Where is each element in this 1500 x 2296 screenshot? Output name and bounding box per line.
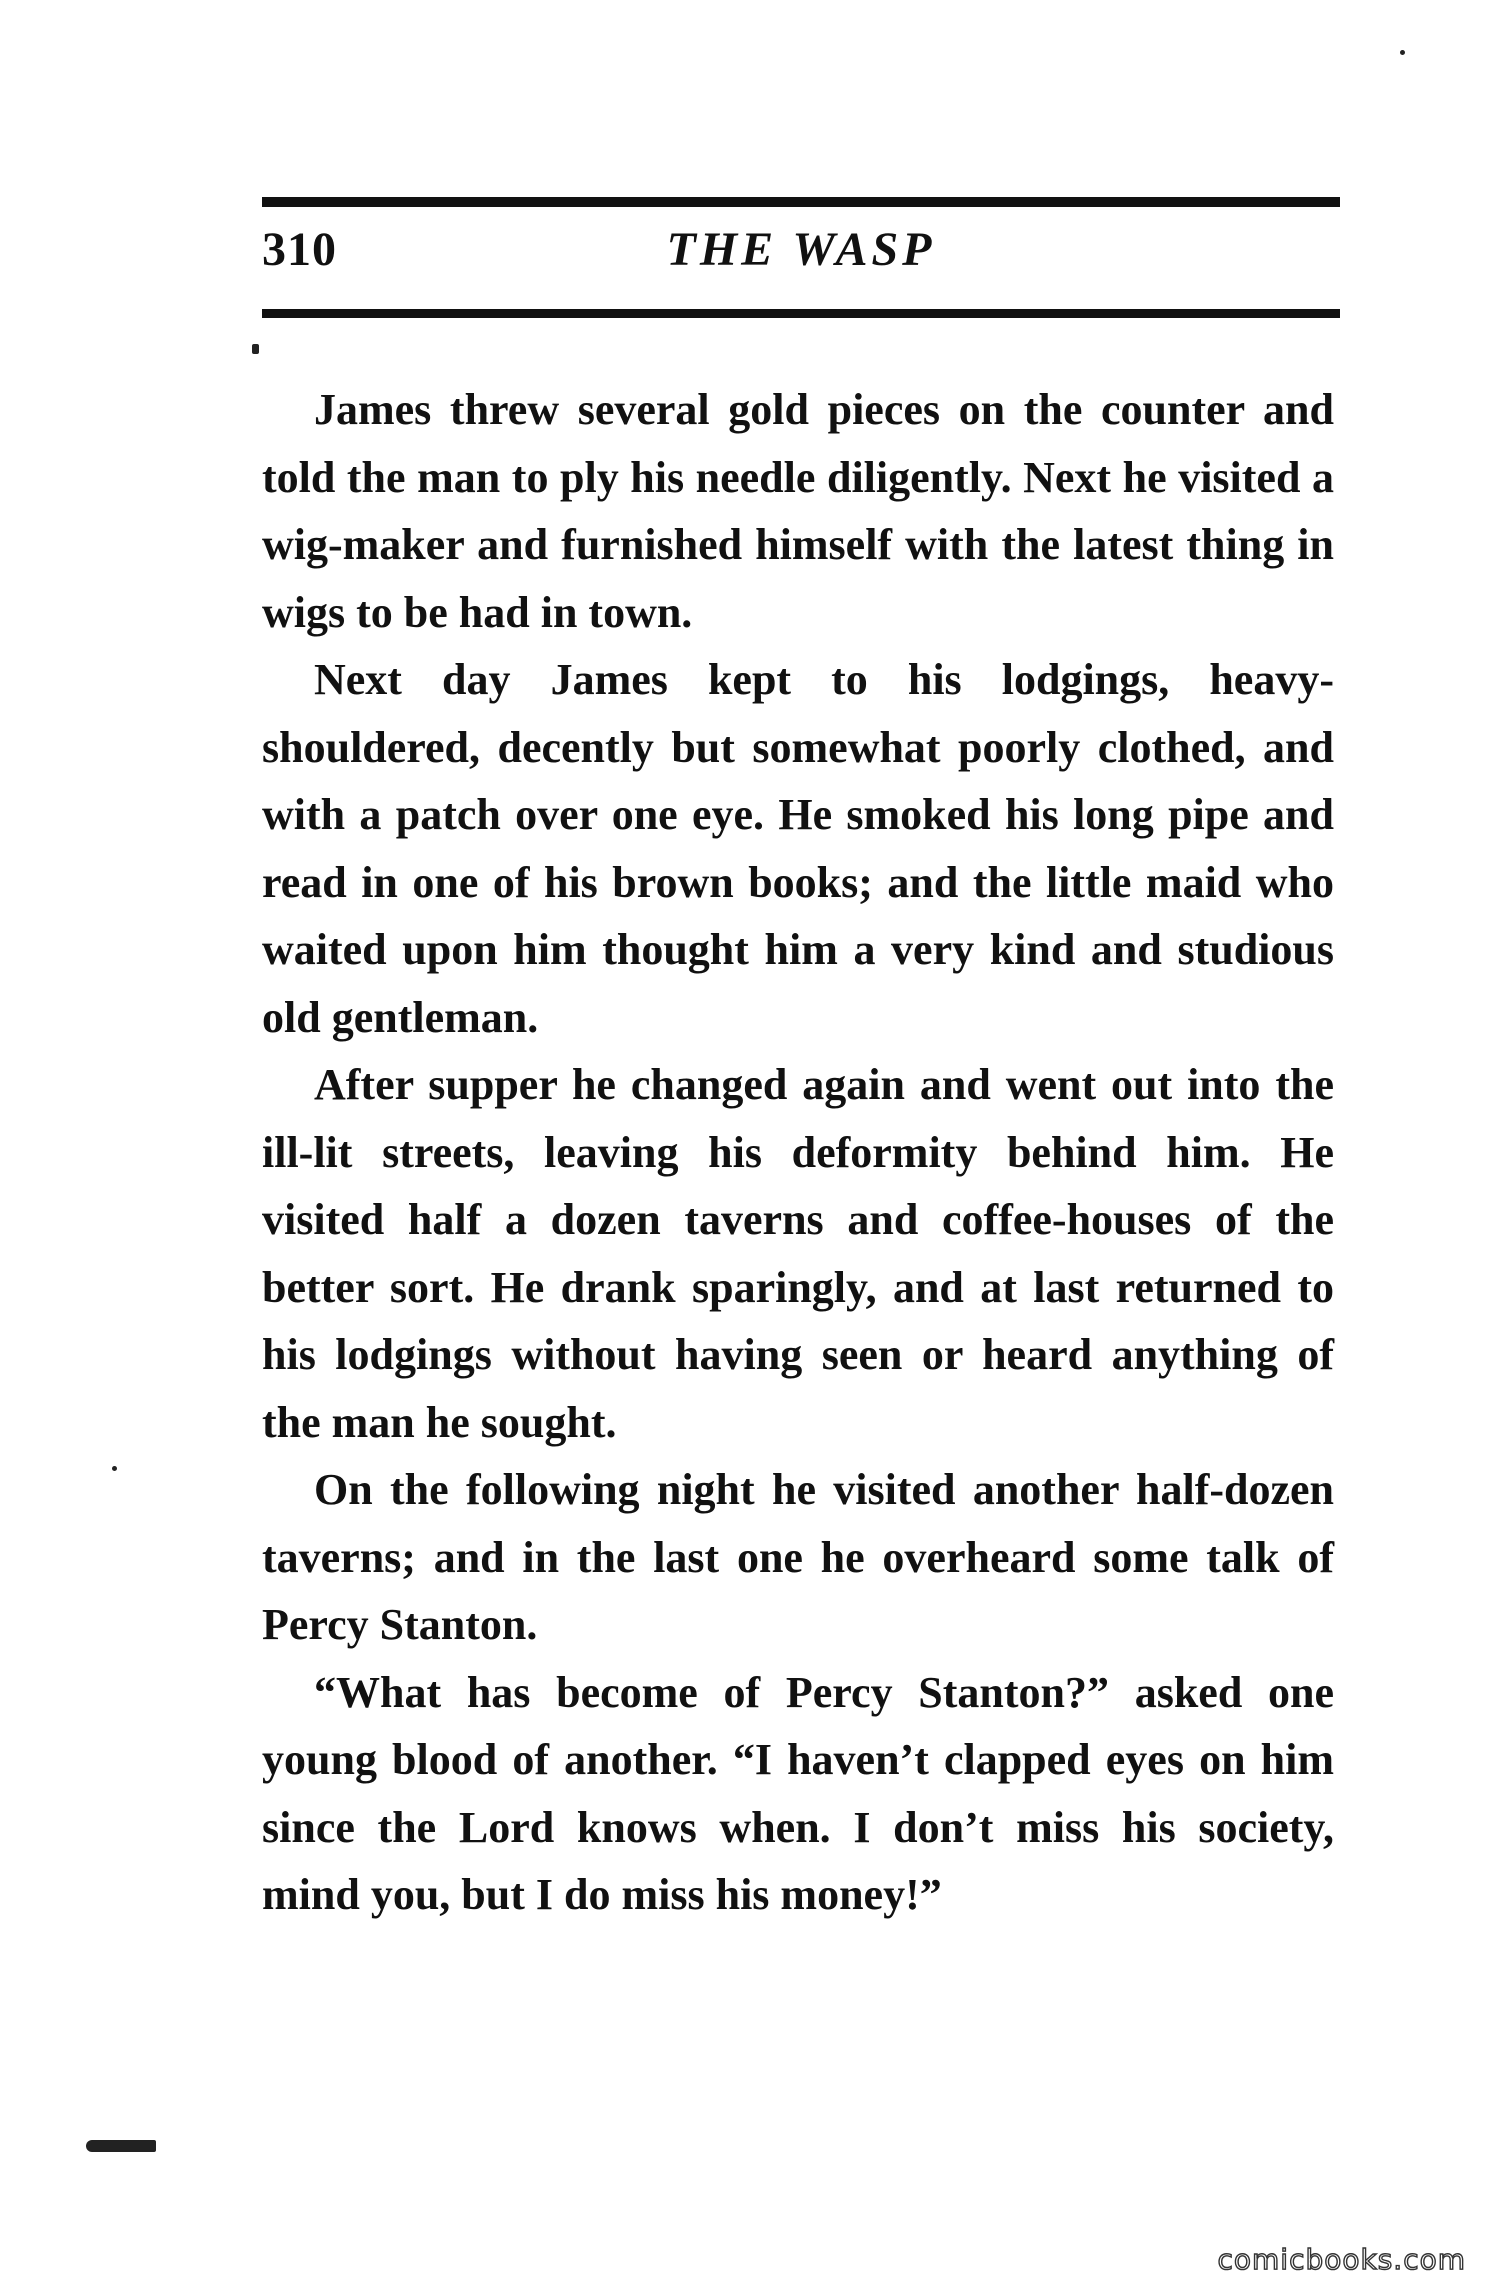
watermark: comicbooks.com	[1217, 2243, 1466, 2276]
paragraph: Next day James kept to his lodgings, heavy-shouldered, decently but somewhat poorly clothed, and with a patch over one eye. He smoked his long pipe and read in one of his brown books; and the little maid who waited upon him thought him a very kind and studious old gentleman.	[262, 655, 1334, 1042]
paragraph: After supper he changed again and went out into the ill-lit streets, leaving his deformity behind him. He visited half a dozen taverns and coffee-houses of the better sort. He drank sparingly, and at last returned to his lodgings without having seen or heard anything of the man he sought.	[262, 1060, 1334, 1447]
print-speck	[86, 2140, 156, 2152]
header-rule-bottom	[262, 309, 1340, 318]
body-text	[262, 376, 1334, 1929]
print-speck	[112, 1466, 117, 1471]
running-head	[262, 222, 1340, 292]
paragraph: “What has become of Percy Stanton?” asked one young blood of another. “I haven’t clapped eyes on him since the Lord knows when. I don’t miss his society, mind you, but I do miss his money!”	[262, 1667, 1334, 1919]
header-rule-top	[262, 197, 1340, 207]
running-title: THE WASP	[666, 223, 936, 276]
print-speck	[252, 344, 259, 354]
paragraph: James threw several gold pieces on the counter and told the man to ply his needle diligently. Next he visited a wig-maker and furnished himself with the latest thing in wigs to be had in town.	[262, 385, 1334, 637]
page-number: 310	[262, 223, 337, 276]
paragraph: On the following night he visited another half-dozen taverns; and in the last one he overheard some talk of Percy Stanton.	[262, 1465, 1334, 1649]
print-speck	[1400, 50, 1405, 55]
